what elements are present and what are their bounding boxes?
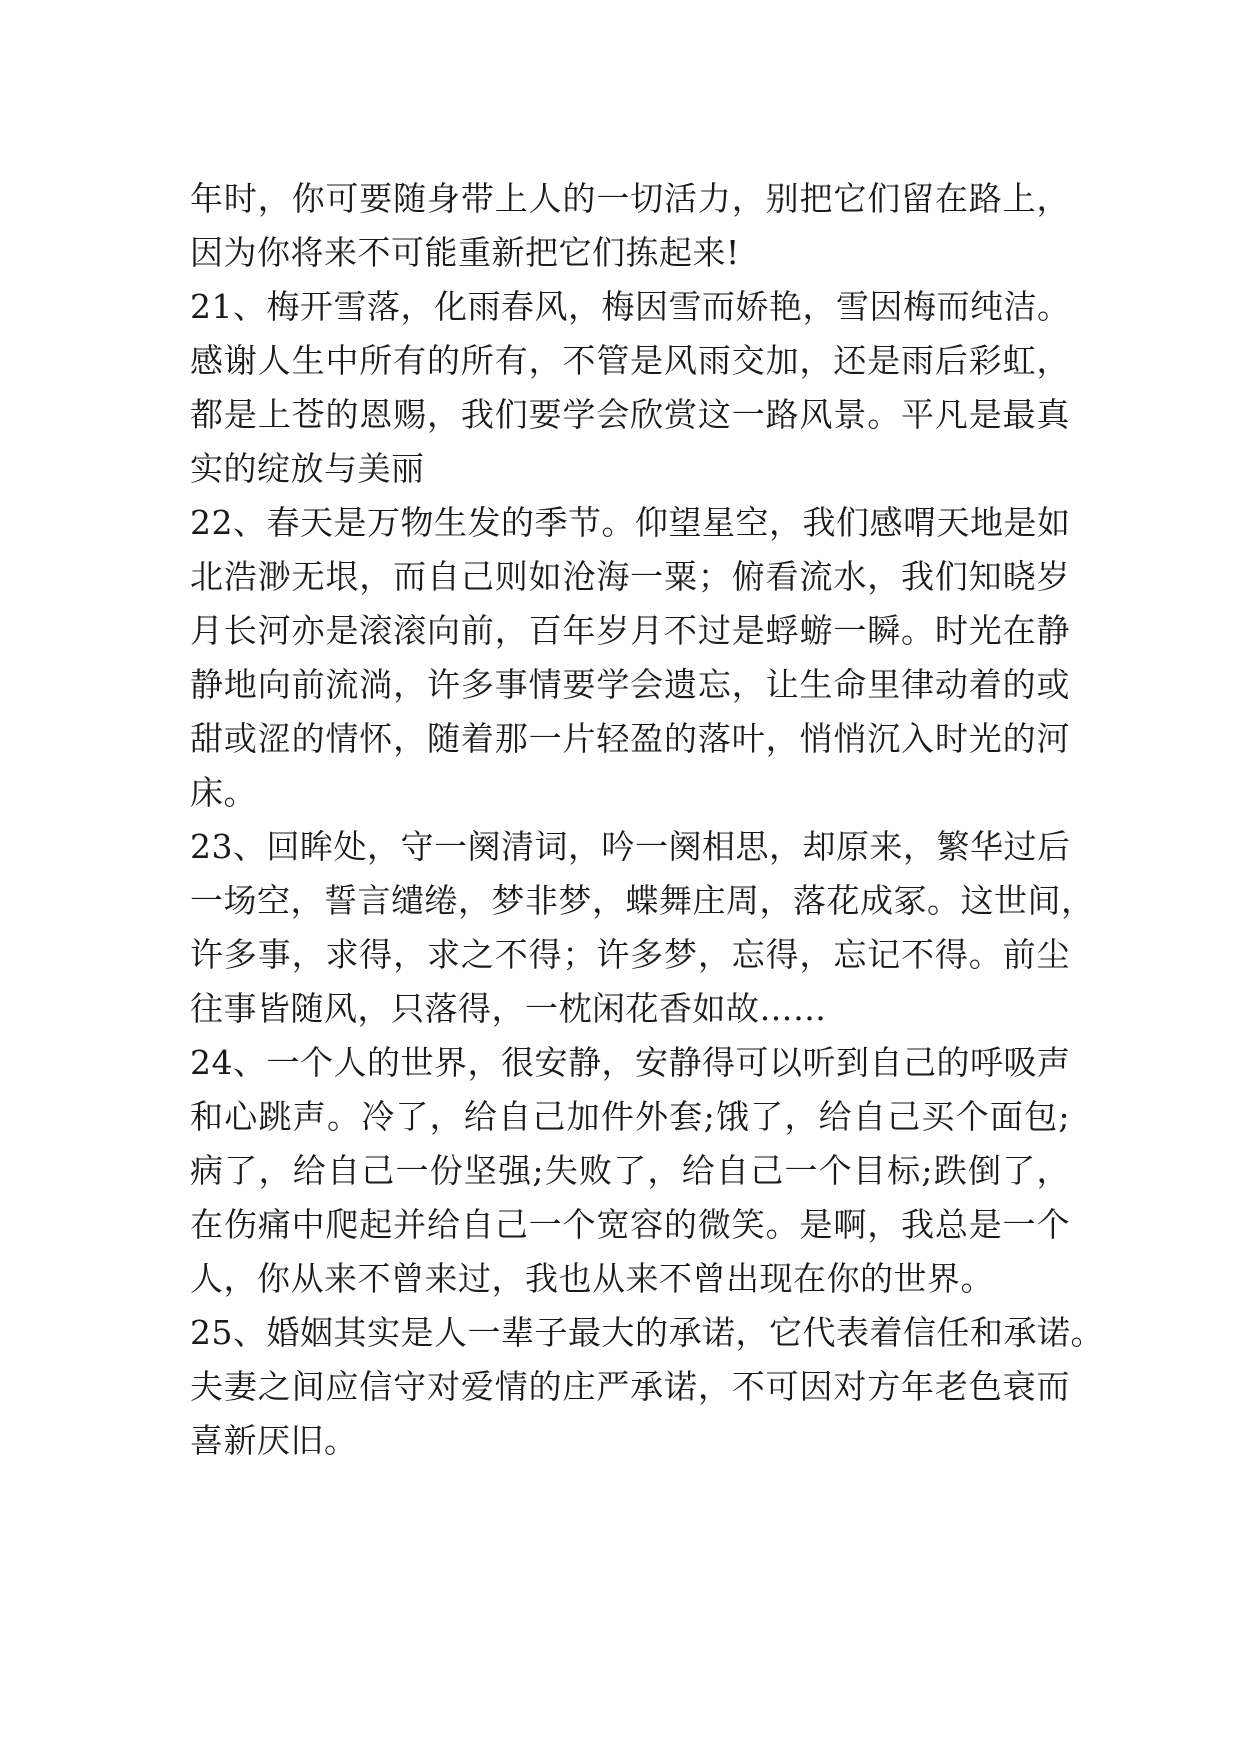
text-line: 21、梅开雪落，化雨春风，梅因雪而娇艳，雪因梅而纯洁。 bbox=[190, 287, 1071, 326]
text-line: 因为你将来不可能重新把它们拣起来! bbox=[190, 233, 740, 272]
text-line: 一场空，誓言缱绻，梦非梦，蝶舞庄周，落花成冢。这世间， bbox=[190, 881, 1095, 920]
text-line: 和心跳声。冷了，给自己加件外套;饿了，给自己买个面包; bbox=[190, 1097, 1070, 1136]
text-line: 22、春天是万物生发的季节。仰望星空，我们感喟天地是如 bbox=[190, 503, 1071, 542]
text-line: 23、回眸处，守一阕清词，吟一阕相思，却原来，繁华过后 bbox=[190, 827, 1071, 866]
text-line: 床。 bbox=[190, 773, 257, 812]
text-line: 人，你从来不曾来过，我也从来不曾出现在你的世界。 bbox=[190, 1259, 994, 1298]
text-line: 北浩渺无垠，而自己则如沧海一粟；俯看流水，我们知晓岁 bbox=[190, 557, 1070, 596]
text-line: 静地向前流淌，许多事情要学会遗忘，让生命里律动着的或 bbox=[190, 665, 1070, 704]
text-line: 感谢人生中所有的所有，不管是风雨交加，还是雨后彩虹， bbox=[190, 341, 1070, 380]
text-line: 在伤痛中爬起并给自己一个宽容的微笑。是啊，我总是一个 bbox=[190, 1205, 1070, 1244]
text-line: 月长河亦是滚滚向前，百年岁月不过是蜉蝣一瞬。时光在静 bbox=[190, 611, 1070, 650]
text-line: 许多事，求得，求之不得；许多梦，忘得，忘记不得。前尘 bbox=[190, 935, 1070, 974]
document-body bbox=[190, 172, 1104, 1468]
text-line: 病了，给自己一份坚强;失败了，给自己一个目标;跌倒了， bbox=[190, 1151, 1070, 1190]
text-line: 喜新厌旧。 bbox=[190, 1421, 358, 1460]
text-line: 夫妻之间应信守对爱情的庄严承诺，不可因对方年老色衰而 bbox=[190, 1367, 1070, 1406]
text-line: 24、一个人的世界，很安静，安静得可以听到自己的呼吸声 bbox=[190, 1043, 1071, 1082]
text-line: 都是上苍的恩赐，我们要学会欣赏这一路风景。平凡是最真 bbox=[190, 395, 1070, 434]
text-line: 实的绽放与美丽 bbox=[190, 449, 425, 488]
text-line: 年时，你可要随身带上人的一切活力，别把它们留在路上， bbox=[190, 179, 1070, 218]
text-line: 25、婚姻其实是人一辈子最大的承诺，它代表着信任和承诺。 bbox=[190, 1313, 1104, 1352]
text-line: 往事皆随风，只落得，一枕闲花香如故…… bbox=[190, 989, 827, 1028]
text-line: 甜或涩的情怀，随着那一片轻盈的落叶，悄悄沉入时光的河 bbox=[190, 719, 1070, 758]
